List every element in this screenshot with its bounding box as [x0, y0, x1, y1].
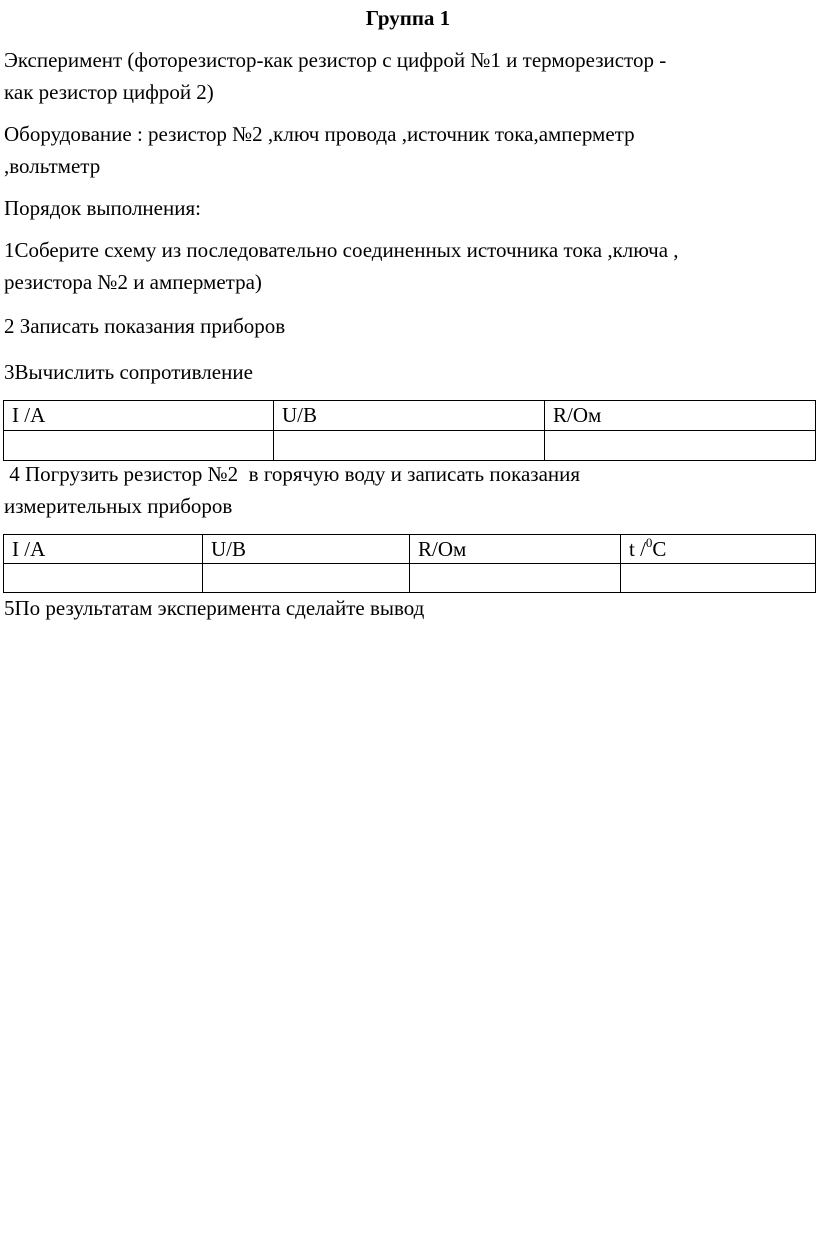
equipment-description [4, 118, 804, 182]
table-row [4, 431, 816, 461]
experiment-line-1: Эксперимент (фоторезистор-как резистор с цифрой №1 и терморезистор - [4, 48, 667, 72]
table-cell[interactable] [545, 431, 816, 461]
document-title: Группа 1 [365, 6, 451, 30]
experiment-line-2: как резистор цифрой 2) [4, 80, 214, 104]
table-header-voltage: U/B [274, 401, 545, 431]
step-1-line-2: резистора №2 и амперметра) [4, 270, 262, 294]
table-cell[interactable] [621, 564, 816, 593]
measurement-table-1 [3, 400, 816, 461]
equipment-line-1: Оборудование : резистор №2 ,ключ провода ,источник тока,амперметр [4, 122, 635, 146]
table-header-temperature: t /$^0$C [621, 535, 816, 564]
step-4 [4, 458, 804, 522]
table-cell[interactable] [203, 564, 410, 593]
procedure-heading: Порядок выполнения: [4, 196, 201, 220]
step-4-line-2: измерительных приборов [4, 494, 233, 518]
equipment-line-2: ,вольтметр [4, 154, 101, 178]
table-cell[interactable] [4, 431, 274, 461]
step-4-line-1: 4 Погрузить резистор №2 в горячую воду и записать показания [4, 462, 581, 486]
step-3: 3Вычислить сопротивление [4, 360, 253, 384]
experiment-description [4, 44, 804, 108]
measurement-table-2 [3, 534, 816, 593]
step-5: 5По результатам эксперимента сделайте вывод [4, 596, 425, 620]
table-cell[interactable] [410, 564, 621, 593]
step-1 [4, 234, 804, 298]
table-header-row [4, 401, 816, 431]
table-header-resistance: R/Ом [545, 401, 816, 431]
table-header-current: I /A [4, 535, 203, 564]
step-1-line-1: 1Соберите схему из последовательно соединенных источника тока ,ключа , [4, 238, 679, 262]
table-header-current: I /A [4, 401, 274, 431]
degree-superscript: 0 [645, 534, 653, 550]
table-cell[interactable] [4, 564, 203, 593]
table-header-row [4, 535, 816, 564]
table-header-resistance: R/Ом [410, 535, 621, 564]
table-header-voltage: U/B [203, 535, 410, 564]
table-row [4, 564, 816, 593]
step-2: 2 Записать показания приборов [4, 314, 286, 338]
table-cell[interactable] [274, 431, 545, 461]
